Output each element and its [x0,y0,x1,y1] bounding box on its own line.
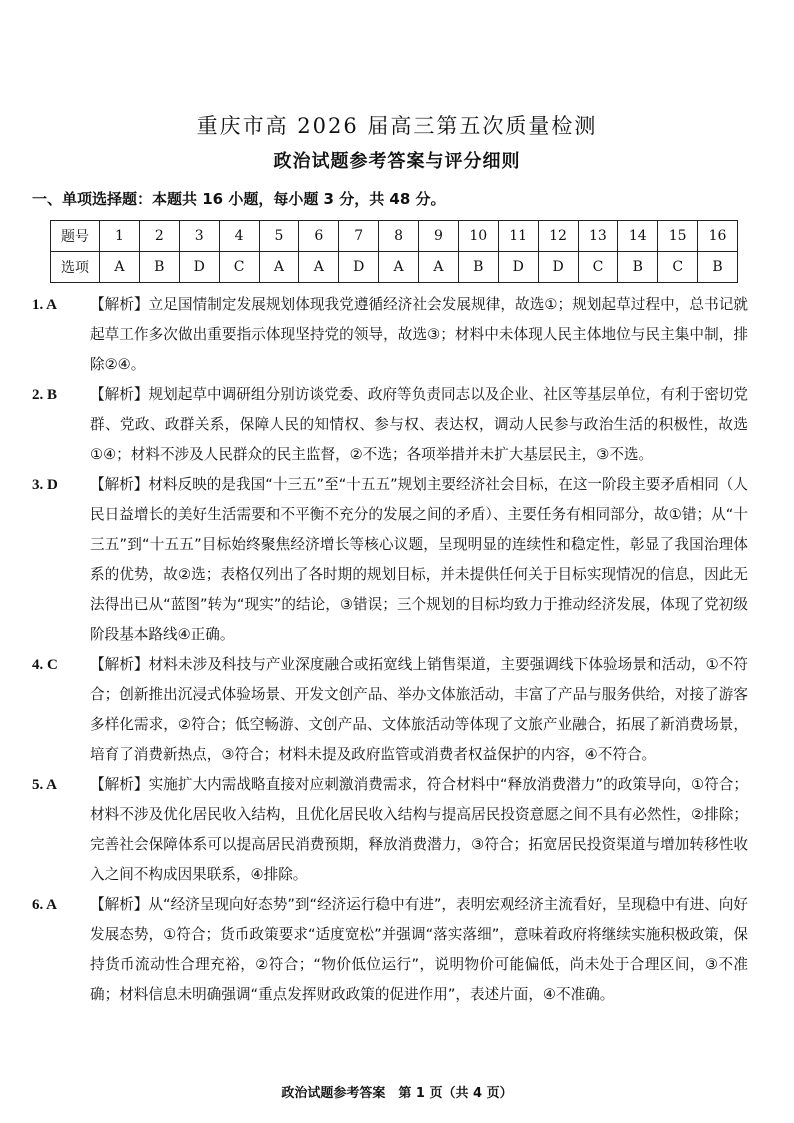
question-number-cell: 5 [259,221,299,252]
analysis-text: 材料反映的是我国“十三五”至“十五五”规划主要经济社会目标，在这一阶段主要矛盾相同（人民日益增长的美好生活需要和不平衡不充分的发展之间的矛盾）、主要任务有相同部分，故①错；从“十三五”到“十五五”目标始终聚焦经济增长等核心议题，呈现明显的连续性和稳定性，彰显了我国治理体系的优势，故②选；表格仅列出了各时期的规划目标，并未提供任何关于目标实现情况的信息，因此无法得出已从“蓝图”转为“现实”的结论，③错误；三个规划的目标均致力于推动经济发展，体现了党初级阶段基本路线④正确。 [90,476,748,643]
answer-cell: A [419,252,459,283]
question-number-cell: 9 [419,221,459,252]
question-number-row [51,221,738,252]
analysis-text: 材料未涉及科技与产业深度融合或拓宽线上销售渠道，主要强调线下体验场景和活动，①不符合；创新推出沉浸式体验场景、开发文创产品、举办文体旅活动，丰富了产品与服务供给，对接了游客多样化需求，②符合；低空畅游、文创产品、文体旅活动等体现了文旅产业融合，拓展了新消费场景，培育了消费新热点，③符合；材料未提及政府监管或消费者权益保护的内容，④不符合。 [90,656,748,763]
answer-row [51,252,738,283]
item-number-answer: 6. A [32,897,58,913]
answer-key-subtitle: 政治试题参考答案与评分细则 [273,151,521,172]
explanation-item [32,650,748,770]
answer-cell: B [458,252,498,283]
answer-cell: D [538,252,578,283]
question-number-cell: 3 [179,221,219,252]
exam-title: 重庆市高 2026 届高三第五次质量检测 [196,114,598,138]
item-number-answer: 3. D [32,477,58,493]
analysis-text: 立足国情制定发展规划体现我党遵循经济社会发展规律，故选①；规划起草过程中，总书记就起草工作多次做出重要指示体现坚持党的领导，故选③；材料中未体现人民主体地位与民主集中制，排除②④。 [90,296,748,373]
answer-cell: A [299,252,339,283]
analysis-tag: 【解析】 [90,386,149,403]
analysis-tag: 【解析】 [90,776,149,793]
item-number-answer: 5. A [32,777,58,793]
answer-cell: D [179,252,219,283]
question-number-cell: 11 [498,221,538,252]
question-number-cell: 10 [458,221,498,252]
analysis-tag: 【解析】 [90,296,149,313]
answer-cell: C [658,252,698,283]
analysis-tag: 【解析】 [90,476,149,493]
explanation-item [32,890,748,1010]
explanation-item [32,380,748,470]
item-number-answer: 4. C [32,657,58,673]
question-number-cell: 7 [339,221,379,252]
answer-cell: A [100,252,140,283]
question-number-cell: 14 [618,221,658,252]
question-number-cell: 13 [578,221,618,252]
answer-cell: D [339,252,379,283]
item-number-answer: 1. A [32,297,58,313]
question-number-cell: 4 [219,221,259,252]
question-number-cell: 2 [139,221,179,252]
answer-cell: C [219,252,259,283]
analysis-text: 从“经济呈现向好态势”到“经济运行稳中有进”，表明宏观经济主流看好，呈现稳中有进、向好发展态势，①符合；货币政策要求“适度宽松”并强调“落实落细”，意味着政府将继续实施积极政策，保持货币流动性合理充裕，②符合；“物价低位运行”，说明物价可能偏低，尚未处于合理区间，③不准确；材料信息未明确强调“重点发挥财政政策的促进作用”，表述片面，④不准确。 [90,896,748,1003]
answer-cell: D [498,252,538,283]
answer-table [50,220,738,283]
question-number-cell: 15 [658,221,698,252]
question-number-cell: 6 [299,221,339,252]
explanation-item [32,470,748,650]
explanation-item [32,770,748,890]
page-footer: 政治试题参考答案 第 1 页（共 4 页） [281,1086,513,1101]
question-number-cell: 1 [100,221,140,252]
answer-cell: B [139,252,179,283]
analysis-text: 规划起草中调研组分别访谈党委、政府等负责同志以及企业、社区等基层单位，有利于密切党群、党政、政群关系，保障人民的知情权、参与权、表达权，调动人民参与政治生活的积极性，故选①④；材料不涉及人民群众的民主监督，②不选；各项举措并未扩大基层民主，③不选。 [90,386,748,463]
analysis-tag: 【解析】 [90,656,149,673]
answer-cell: A [259,252,299,283]
explanations-list [32,290,748,1010]
answer-cell: A [379,252,419,283]
section-heading: 一、单项选择题：本题共 16 小题，每小题 3 分，共 48 分。 [32,190,446,208]
item-number-answer: 2. B [32,387,58,403]
row-label-answers: 选项 [51,252,100,283]
question-number-cell: 16 [698,221,738,252]
analysis-tag: 【解析】 [90,896,149,913]
row-label-numbers: 题号 [51,221,100,252]
question-number-cell: 12 [538,221,578,252]
answer-cell: C [578,252,618,283]
analysis-text: 实施扩大内需战略直接对应刺激消费需求，符合材料中“释放消费潜力”的政策导向，①符合；材料不涉及优化居民收入结构，且优化居民收入结构与提高居民投资意愿之间不具有必然性，②排除；完善社会保障体系可以提高居民消费预期，释放消费潜力，③符合；拓宽居民投资渠道与增加转移性收入之间不构成因果联系，④排除。 [90,776,748,883]
question-number-cell: 8 [379,221,419,252]
answer-cell: B [618,252,658,283]
answer-cell: B [698,252,738,283]
explanation-item [32,290,748,380]
